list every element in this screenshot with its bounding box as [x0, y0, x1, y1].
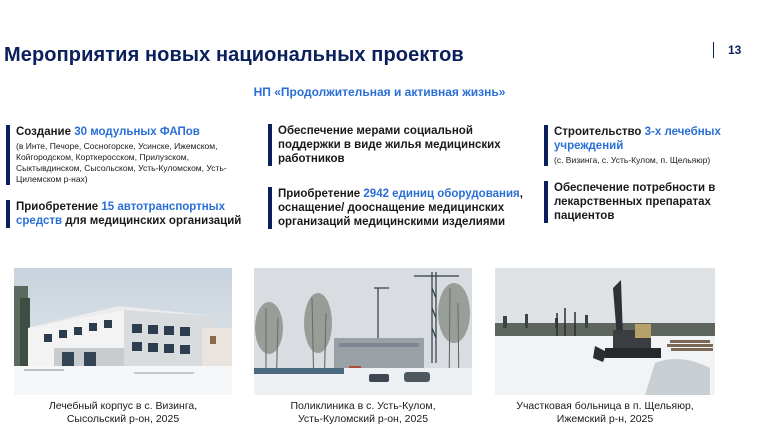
- item-text-highlight: 30 модульных ФАПов: [74, 126, 200, 138]
- item-text: Обеспечение мерами социальной поддержки в виде жилья медицинских работников: [278, 125, 501, 165]
- item-text-post: , оснащение/ дооснащение медицинских организаций медицинскими изделиями: [278, 188, 523, 228]
- page-number-divider: [713, 42, 714, 58]
- item-text-highlight: 2942 единиц оборудования: [363, 188, 520, 200]
- item-text-pre: Приобретение: [278, 188, 364, 200]
- item-modular-faps: [6, 125, 256, 185]
- item-text: Обеспечение потребности в лекарственных препаратах пациентов: [554, 182, 716, 222]
- caption-shchelyayur: [495, 400, 715, 426]
- item-text-pre: Строительство: [554, 126, 645, 138]
- item-text-highlight: 3-х лечебных учреждений: [554, 126, 721, 152]
- caption-vizinga: [14, 400, 232, 426]
- caption-line: Участковая больница в п. Щельяюр,: [516, 400, 694, 412]
- caption-line: Поликлиника в с. Усть-Кулом,: [290, 400, 436, 412]
- page-number: 13: [728, 43, 742, 57]
- item-text-post: для медицинских организаций: [62, 215, 242, 227]
- project-subtitle: НП «Продолжительная и активная жизнь»: [253, 85, 506, 99]
- item-note: (в Инте, Печоре, Сосногорске, Усинске, Ижемском, Койгородском, Корткеросском, Прилузском, Сыктывдинском, Сысольском, Усть-Куломском, Усть-Цилемском р-нах): [16, 141, 227, 184]
- caption-line: Усть-Куломский р-он, 2025: [297, 413, 429, 425]
- item-equipment: [268, 187, 530, 229]
- item-text-highlight: 15 автотранспортных средств: [16, 201, 225, 227]
- photo-vizinga-hospital: [14, 268, 232, 395]
- photo-ust-kulom-clinic: [254, 268, 472, 395]
- item-vehicles: [6, 200, 256, 228]
- photo-shchelyayur-hospital: [495, 268, 715, 395]
- item-housing-support: [268, 124, 510, 166]
- item-medicines: [544, 181, 744, 223]
- caption-line: Сысольский р-он, 2025: [66, 413, 180, 425]
- item-construction: [544, 125, 759, 166]
- caption-line: Лечебный корпус в с. Визинга,: [48, 400, 198, 412]
- item-note: (с. Визинга, с. Усть-Кулом, п. Щельяюр): [554, 155, 711, 165]
- caption-line: Ижемский р-н, 2025: [556, 413, 654, 425]
- item-text-pre: Приобретение: [16, 201, 102, 213]
- item-text-pre: Создание: [16, 126, 75, 138]
- slide-title: Мероприятия новых национальных проектов: [4, 44, 464, 66]
- caption-ust-kulom: [254, 400, 472, 426]
